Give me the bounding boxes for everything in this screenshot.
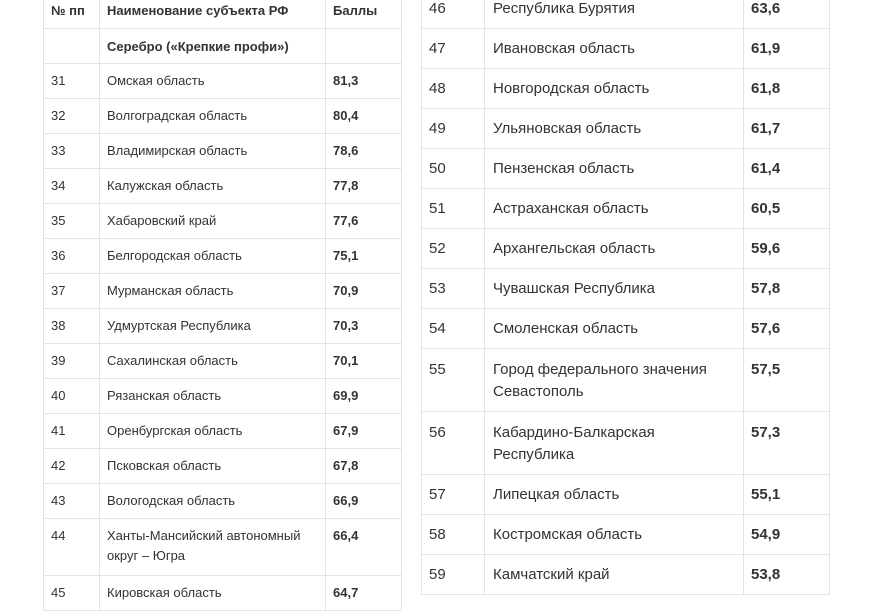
row-number: 50 xyxy=(422,149,485,189)
table-row xyxy=(422,349,830,412)
row-number: 47 xyxy=(422,29,485,69)
header-region-name: Наименование субъекта РФ xyxy=(100,0,326,29)
region-score: 67,9 xyxy=(326,414,402,449)
left-ranking-table xyxy=(43,0,402,611)
region-score: 61,9 xyxy=(744,29,830,69)
table-row xyxy=(422,149,830,189)
table-row xyxy=(422,69,830,109)
row-number: 34 xyxy=(44,169,100,204)
region-name: Кировская область xyxy=(100,576,326,611)
row-number: 49 xyxy=(422,109,485,149)
table-row xyxy=(422,515,830,555)
region-name: Астраханская область xyxy=(485,189,744,229)
row-number: 51 xyxy=(422,189,485,229)
table-row xyxy=(44,204,402,239)
row-number: 31 xyxy=(44,64,100,99)
region-score: 55,1 xyxy=(744,475,830,515)
region-score: 63,6 xyxy=(744,0,830,29)
region-score: 59,6 xyxy=(744,229,830,269)
right-ranking-table xyxy=(421,0,830,595)
row-number: 38 xyxy=(44,309,100,344)
region-name: Владимирская область xyxy=(100,134,326,169)
table-row xyxy=(44,414,402,449)
region-score: 57,5 xyxy=(744,349,830,412)
region-name: Камчатский край xyxy=(485,555,744,595)
region-score: 57,3 xyxy=(744,412,830,475)
row-number: 40 xyxy=(44,379,100,414)
table-row xyxy=(422,189,830,229)
row-number: 39 xyxy=(44,344,100,379)
row-number: 46 xyxy=(422,0,485,29)
region-score: 67,8 xyxy=(326,449,402,484)
row-number: 44 xyxy=(44,519,100,576)
right-table-body xyxy=(422,0,830,595)
table-row xyxy=(422,475,830,515)
row-number: 54 xyxy=(422,309,485,349)
row-number: 42 xyxy=(44,449,100,484)
region-name: Ивановская область xyxy=(485,29,744,69)
table-row xyxy=(44,134,402,169)
region-name: Пензенская область xyxy=(485,149,744,189)
region-score: 77,6 xyxy=(326,204,402,239)
row-number: 35 xyxy=(44,204,100,239)
region-name: Рязанская область xyxy=(100,379,326,414)
table-row xyxy=(44,99,402,134)
region-name: Псковская область xyxy=(100,449,326,484)
table-row xyxy=(44,239,402,274)
row-number: 59 xyxy=(422,555,485,595)
region-score: 54,9 xyxy=(744,515,830,555)
region-name: Чувашская Республика xyxy=(485,269,744,309)
table-row xyxy=(44,449,402,484)
region-name: Мурманская область xyxy=(100,274,326,309)
region-name: Республика Бурятия xyxy=(485,0,744,29)
region-name: Омская область xyxy=(100,64,326,99)
table-row xyxy=(422,0,830,29)
table-header-row xyxy=(44,0,402,29)
region-name: Вологодская область xyxy=(100,484,326,519)
left-table-body xyxy=(44,64,402,611)
table-row xyxy=(422,309,830,349)
region-score: 70,1 xyxy=(326,344,402,379)
table-row xyxy=(44,274,402,309)
row-number: 41 xyxy=(44,414,100,449)
region-score: 80,4 xyxy=(326,99,402,134)
table-row xyxy=(44,576,402,611)
region-score: 60,5 xyxy=(744,189,830,229)
region-score: 61,4 xyxy=(744,149,830,189)
table-row xyxy=(44,519,402,576)
region-name: Кабардино-Балкарская Республика xyxy=(485,412,744,475)
row-number: 57 xyxy=(422,475,485,515)
row-number: 36 xyxy=(44,239,100,274)
group-row-silver xyxy=(44,29,402,64)
table-row xyxy=(44,379,402,414)
table-row xyxy=(44,309,402,344)
row-number: 58 xyxy=(422,515,485,555)
region-name: Удмуртская Республика xyxy=(100,309,326,344)
region-name: Город федерального значения Севастополь xyxy=(485,349,744,412)
region-score: 64,7 xyxy=(326,576,402,611)
region-name: Костромская область xyxy=(485,515,744,555)
row-number: 37 xyxy=(44,274,100,309)
group-empty-cell xyxy=(326,29,402,64)
region-name: Сахалинская область xyxy=(100,344,326,379)
region-name: Архангельская область xyxy=(485,229,744,269)
region-score: 78,6 xyxy=(326,134,402,169)
table-row xyxy=(422,412,830,475)
table-row xyxy=(422,269,830,309)
region-score: 57,8 xyxy=(744,269,830,309)
region-score: 66,9 xyxy=(326,484,402,519)
row-number: 48 xyxy=(422,69,485,109)
table-row xyxy=(44,344,402,379)
group-empty-cell xyxy=(44,29,100,64)
region-name: Новгородская область xyxy=(485,69,744,109)
region-score: 77,8 xyxy=(326,169,402,204)
table-row xyxy=(44,484,402,519)
row-number: 52 xyxy=(422,229,485,269)
row-number: 43 xyxy=(44,484,100,519)
row-number: 56 xyxy=(422,412,485,475)
region-name: Оренбургская область xyxy=(100,414,326,449)
row-number: 32 xyxy=(44,99,100,134)
region-score: 75,1 xyxy=(326,239,402,274)
region-name: Белгородская область xyxy=(100,239,326,274)
region-name: Калужская область xyxy=(100,169,326,204)
table-row xyxy=(422,29,830,69)
region-name: Смоленская область xyxy=(485,309,744,349)
region-score: 61,8 xyxy=(744,69,830,109)
row-number: 55 xyxy=(422,349,485,412)
row-number: 33 xyxy=(44,134,100,169)
header-score: Баллы xyxy=(326,0,402,29)
row-number: 45 xyxy=(44,576,100,611)
header-number: № пп xyxy=(44,0,100,29)
region-name: Ульяновская область xyxy=(485,109,744,149)
region-score: 81,3 xyxy=(326,64,402,99)
region-name: Липецкая область xyxy=(485,475,744,515)
region-name: Хабаровский край xyxy=(100,204,326,239)
group-label: Серебро («Крепкие профи») xyxy=(100,29,326,64)
region-score: 69,9 xyxy=(326,379,402,414)
row-number: 53 xyxy=(422,269,485,309)
region-name: Ханты-Мансийский автономный округ – Югра xyxy=(100,519,326,576)
table-row xyxy=(44,64,402,99)
table-row xyxy=(44,169,402,204)
region-score: 70,3 xyxy=(326,309,402,344)
region-score: 66,4 xyxy=(326,519,402,576)
region-score: 57,6 xyxy=(744,309,830,349)
region-score: 61,7 xyxy=(744,109,830,149)
table-row xyxy=(422,109,830,149)
region-score: 70,9 xyxy=(326,274,402,309)
region-name: Волгоградская область xyxy=(100,99,326,134)
table-row xyxy=(422,555,830,595)
table-row xyxy=(422,229,830,269)
region-score: 53,8 xyxy=(744,555,830,595)
